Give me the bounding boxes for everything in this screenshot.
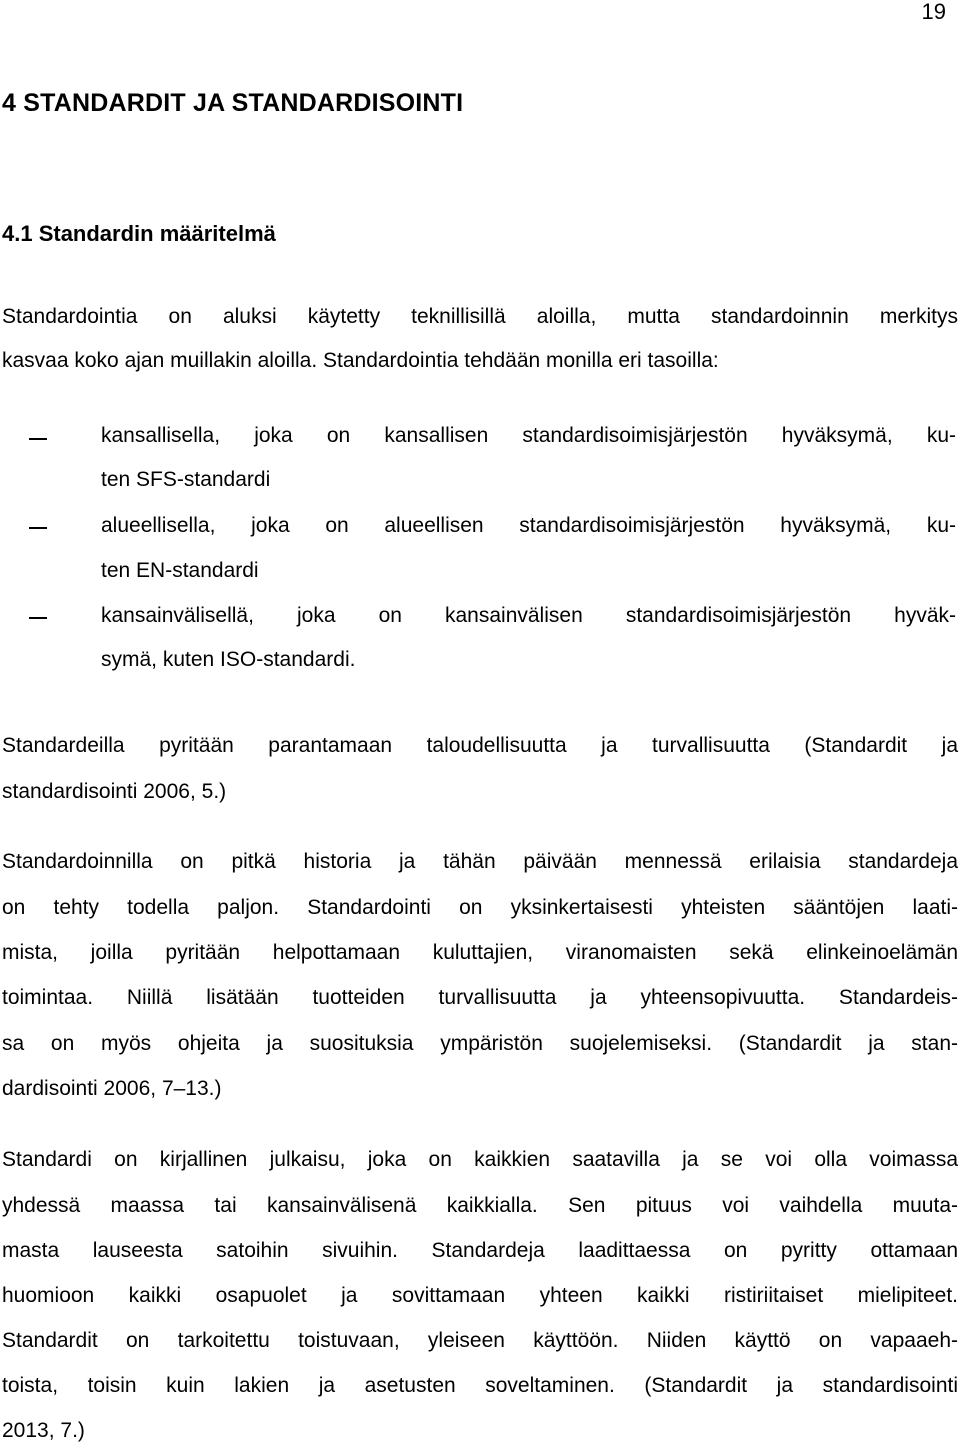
chapter-title: 4 STANDARDIT JA STANDARDISOINTI xyxy=(2,89,464,117)
text-line: symä, kuten ISO-standardi. xyxy=(101,648,356,671)
text-line: on tehty todella paljon. Standardointi on yksinkertaisesti yhteisten sääntöjen laati- xyxy=(2,896,958,919)
text-line: kansainvälisellä, joka on kansainvälisen standardisoimisjärjestön hyväk- xyxy=(101,604,956,627)
text-line: Standardi on kirjallinen julkaisu, joka on kaikkien saatavilla ja se voi olla voimassa xyxy=(2,1148,958,1171)
text-line: ten EN-standardi xyxy=(101,559,259,582)
dash-bullet-icon xyxy=(29,438,47,440)
text-line: alueellisella, joka on alueellisen standardisoimisjärjestön hyväksymä, ku- xyxy=(101,514,956,537)
text-line: Standardoinnilla on pitkä historia ja tähän päivään mennessä erilaisia standardeja xyxy=(2,850,958,873)
page-number: 19 xyxy=(921,0,946,24)
dash-bullet-icon xyxy=(29,527,47,529)
text-line: kansallisella, joka on kansallisen standardisoimisjärjestön hyväksymä, ku- xyxy=(101,424,956,447)
text-line: yhdessä maassa tai kansainvälisenä kaikkialla. Sen pituus voi vaihdella muuta- xyxy=(2,1194,958,1217)
text-line: dardisointi 2006, 7–13.) xyxy=(2,1077,222,1100)
dash-bullet-icon xyxy=(29,617,47,619)
text-line: kasvaa koko ajan muillakin aloilla. Standardointia tehdään monilla eri tasoilla: xyxy=(2,349,719,372)
section-title: 4.1 Standardin määritelmä xyxy=(2,221,276,246)
text-line: toista, toisin kuin lakien ja asetusten soveltaminen. (Standardit ja standardisointi xyxy=(2,1374,958,1397)
text-line: ten SFS-standardi xyxy=(101,468,271,491)
text-line: Standardointia on aluksi käytetty teknillisillä aloilla, mutta standardoinnin merkitys xyxy=(2,305,958,328)
text-line: 2013, 7.) xyxy=(2,1419,85,1442)
text-line: standardisointi 2006, 5.) xyxy=(2,780,227,803)
text-line: Standardeilla pyritään parantamaan taloudellisuutta ja turvallisuutta (Standardit ja xyxy=(2,734,958,757)
text-line: huomioon kaikki osapuolet ja sovittamaan yhteen kaikki ristiriitaiset mielipiteet. xyxy=(2,1284,958,1307)
text-line: Standardit on tarkoitettu toistuvaan, yleiseen käyttöön. Niiden käyttö on vapaaeh- xyxy=(2,1329,958,1352)
text-line: toimintaa. Niillä lisätään tuotteiden turvallisuutta ja yhteensopivuutta. Standardeis- xyxy=(2,986,958,1009)
text-line: mista, joilla pyritään helpottamaan kuluttajien, viranomaisten sekä elinkeinoelämän xyxy=(2,941,958,964)
text-line: masta lauseesta satoihin sivuihin. Standardeja laadittaessa on pyritty ottamaan xyxy=(2,1239,958,1262)
text-line: sa on myös ohjeita ja suosituksia ympäristön suojelemiseksi. (Standardit ja stan- xyxy=(2,1032,958,1055)
